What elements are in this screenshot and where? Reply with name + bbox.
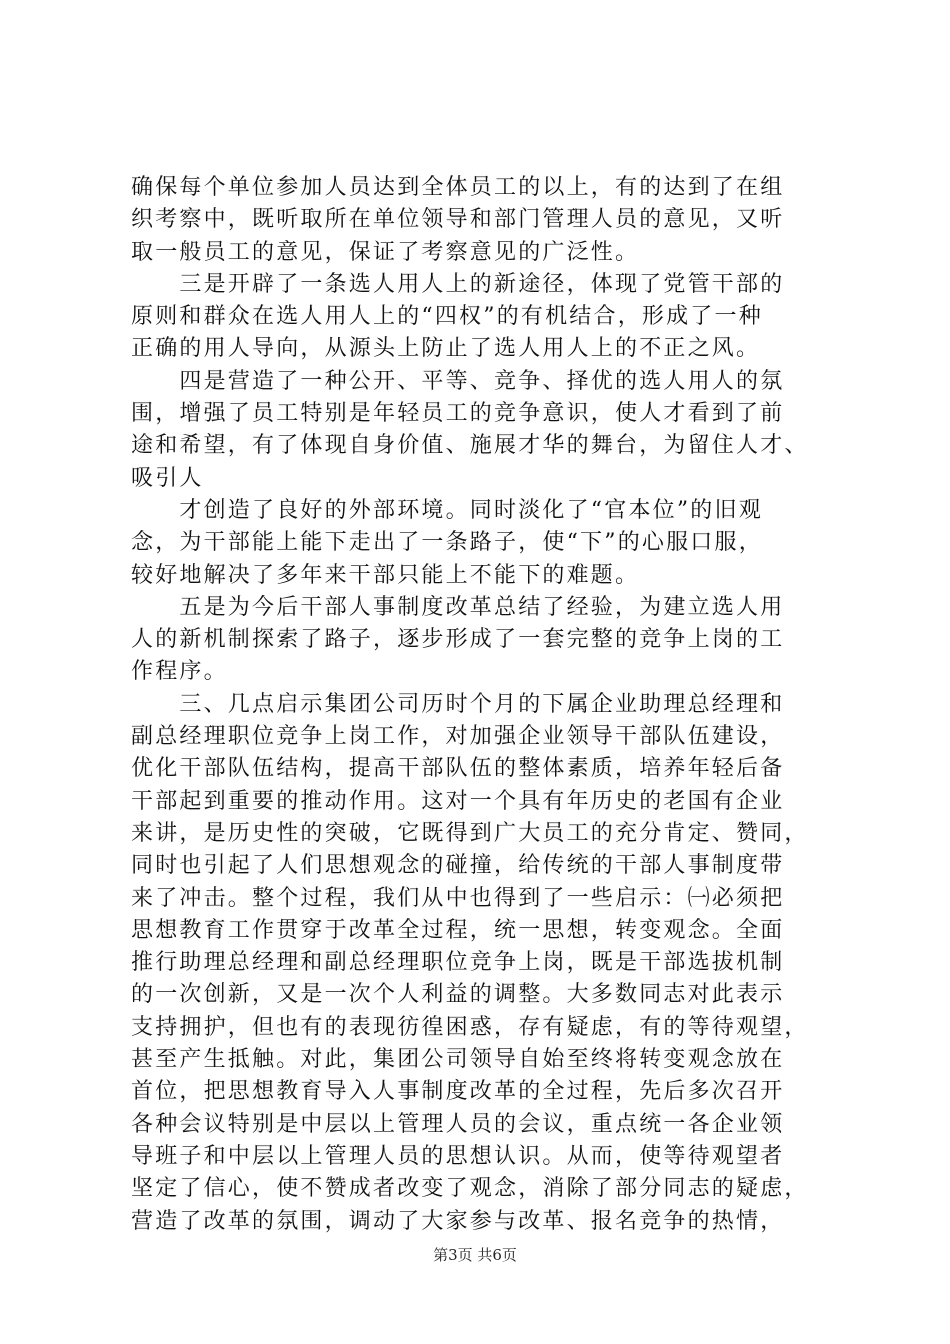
text-line: 人的新机制探索了路子，逐步形成了一套完整的竞争上岗的工 <box>131 627 785 653</box>
text-line: 首位，把思想教育导入人事制度改革的全过程，先后多次召开 <box>131 1079 785 1105</box>
text-line: 织考察中，既听取所在单位领导和部门管理人员的意见，又听 <box>131 207 785 233</box>
text-line: 确保每个单位参加人员达到全体员工的以上，有的达到了在组 <box>131 175 785 200</box>
text-line: 来讲，是历史性的突破，它既得到广大员工的充分肯定、赞同， <box>131 820 809 846</box>
page-number: 第3页 共6页 <box>433 1246 517 1264</box>
text-line: 坚定了信心，使不赞成者改变了观念，消除了部分同志的疑虑， <box>131 1176 809 1202</box>
text-line: 吸引人 <box>131 465 204 491</box>
text-line: 的一次创新，又是一次个人利益的调整。大多数同志对此表示 <box>131 982 785 1008</box>
text-line: 三、几点启示集团公司历时个月的下属企业助理总经理和 <box>131 691 785 717</box>
text-line: 同时也引起了人们思想观念的碰撞，给传统的干部人事制度带 <box>131 853 785 879</box>
text-line: 才创造了良好的外部环境。同时淡化了“官本位”的旧观 <box>131 497 763 523</box>
text-line: 优化干部队伍结构，提高干部队伍的整体素质，培养年轻后备 <box>131 756 785 782</box>
text-line: 原则和群众在选人用人上的“四权”的有机结合，形成了一种 <box>131 304 763 330</box>
text-line: 各种会议特别是中层以上管理人员的会议，重点统一各企业领 <box>131 1111 785 1137</box>
text-line: 三是开辟了一条选人用人上的新途径，体现了党管干部的 <box>131 271 785 297</box>
text-line: 营造了改革的氛围，调动了大家参与改革、报名竞争的热情， <box>131 1208 785 1234</box>
text-line: 推行助理总经理和副总经理职位竞争上岗，既是干部选拔机制 <box>131 950 785 976</box>
text-line: 干部起到重要的推动作用。这对一个具有年历史的老国有企业 <box>131 788 785 814</box>
text-line: 支持拥护，但也有的表现彷徨困惑，存有疑虑，有的等待观望， <box>131 1014 809 1040</box>
text-line: 取一般员工的意见，保证了考察意见的广泛性。 <box>131 239 640 265</box>
text-line: 正确的用人导向，从源头上防止了选人用人上的不正之风。 <box>131 336 761 362</box>
text-line: 甚至产生抵触。对此，集团公司领导自始至终将转变观念放在 <box>131 1047 785 1073</box>
text-line: 导班子和中层以上管理人员的思想认识。从而，使等待观望者 <box>131 1143 785 1169</box>
text-line: 围，增强了员工特别是年轻员工的竞争意识，使人才看到了前 <box>131 401 785 427</box>
text-line: 四是营造了一种公开、平等、竞争、择优的选人用人的氛 <box>131 368 785 394</box>
text-line: 途和希望，有了体现自身价值、施展才华的舞台，为留住人才、 <box>131 433 809 459</box>
text-line: 五是为今后干部人事制度改革总结了经验，为建立选人用 <box>131 594 785 620</box>
document-body <box>131 172 831 1238</box>
text-line: 念，为干部能上能下走出了一条路子，使“下”的心服口服， <box>131 530 763 556</box>
text-line: 思想教育工作贯穿于改革全过程，统一思想，转变观念。全面 <box>131 917 785 943</box>
page-footer <box>0 1244 950 1265</box>
text-line: 较好地解决了多年来干部只能上不能下的难题。 <box>131 562 640 588</box>
text-line: 副总经理职位竞争上岗工作，对加强企业领导干部队伍建设， <box>131 724 785 750</box>
text-line: 作程序。 <box>131 659 228 685</box>
text-line: 来了冲击。整个过程，我们从中也得到了一些启示：㈠必须把 <box>131 885 785 911</box>
